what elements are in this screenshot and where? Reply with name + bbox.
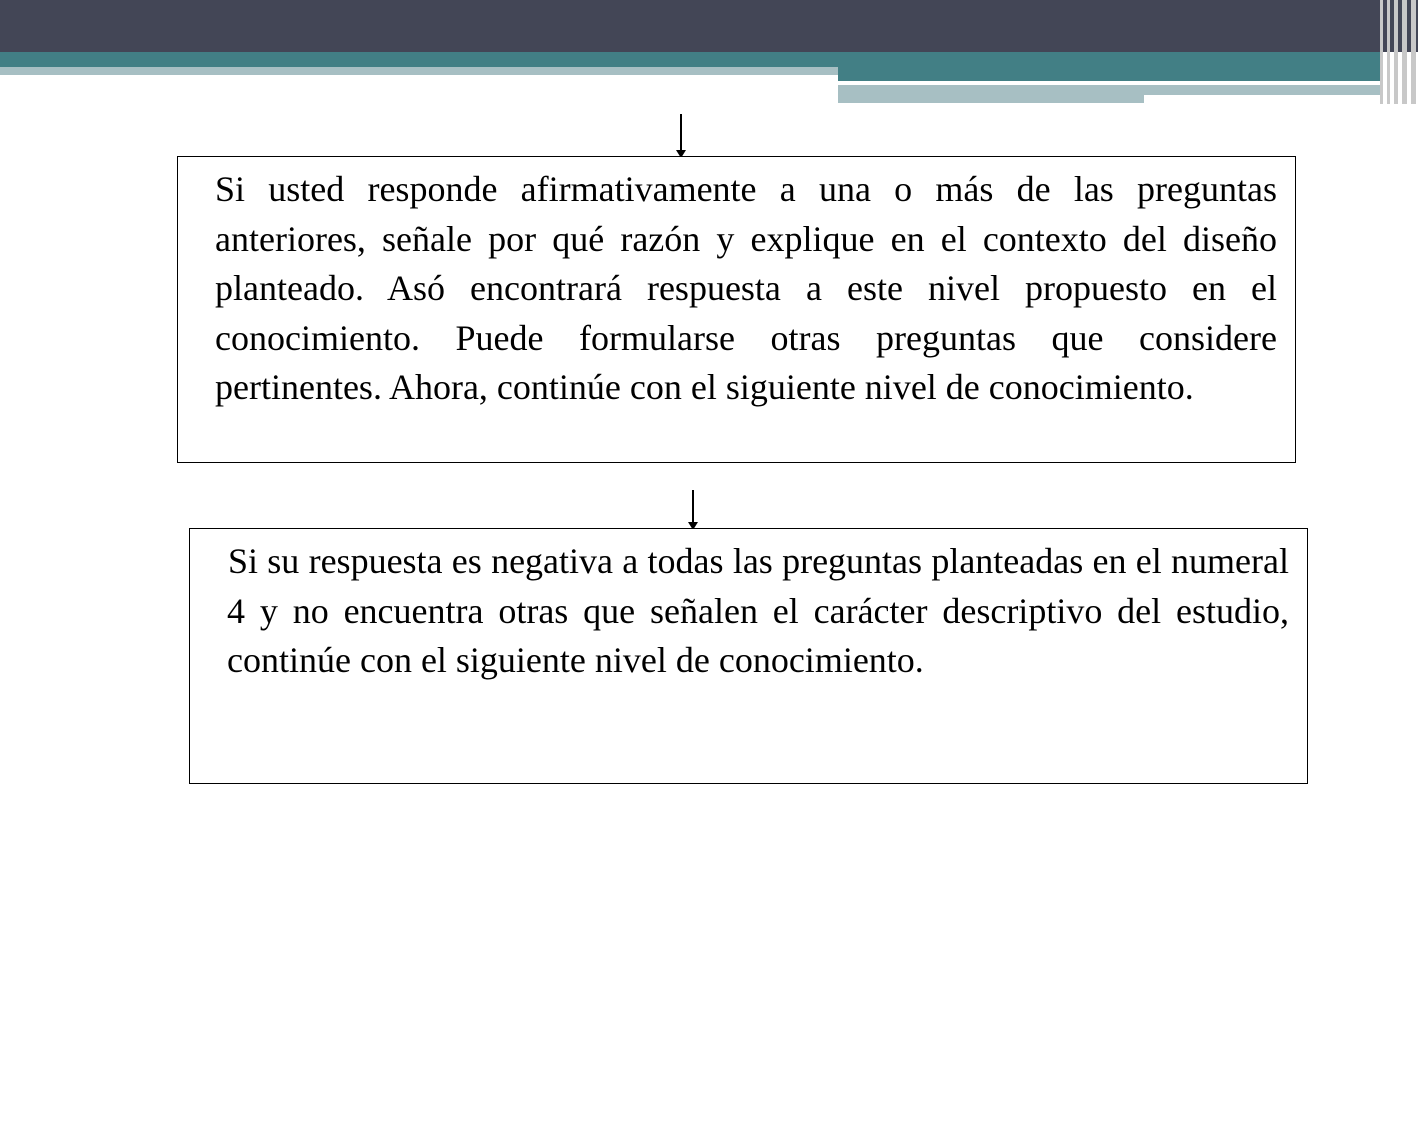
flow-box-negative [189,528,1308,784]
stripe [1394,0,1398,104]
stripe [1411,0,1416,104]
header-bar-light-under [838,95,1144,103]
header-bar-light-right [838,85,1380,95]
stripe [1380,0,1383,104]
header-bar-teal-right [838,67,1380,81]
flow-box-affirmative [177,156,1296,463]
header-bar-light-left [0,67,838,75]
flow-box-affirmative-text: Si usted responde afirmativamente a una o más de las preguntas anteriores, señale por qué razón y explique en el contexto del diseño planteado. Asó encontrará respuesta a este nivel propuesto en el conocimiento. Puede formularse otras preguntas que considere pertinentes. Ahora, continúe con el siguiente nivel de conocimiento. [215,169,1277,407]
arrow-down-icon [674,114,688,158]
stripe [1402,0,1407,104]
header-stripes [1378,0,1418,104]
header-bar-teal [0,52,1380,67]
header-bar-dark [0,0,1418,52]
arrow-down-icon [686,490,700,530]
stripe [1387,0,1390,104]
flow-box-negative-text: Si su respuesta es negativa a todas las preguntas planteadas en el numeral 4 y no encuentra otras que señalen el carácter descriptivo del estudio, continúe con el siguiente nivel de conocimiento. [227,541,1289,680]
